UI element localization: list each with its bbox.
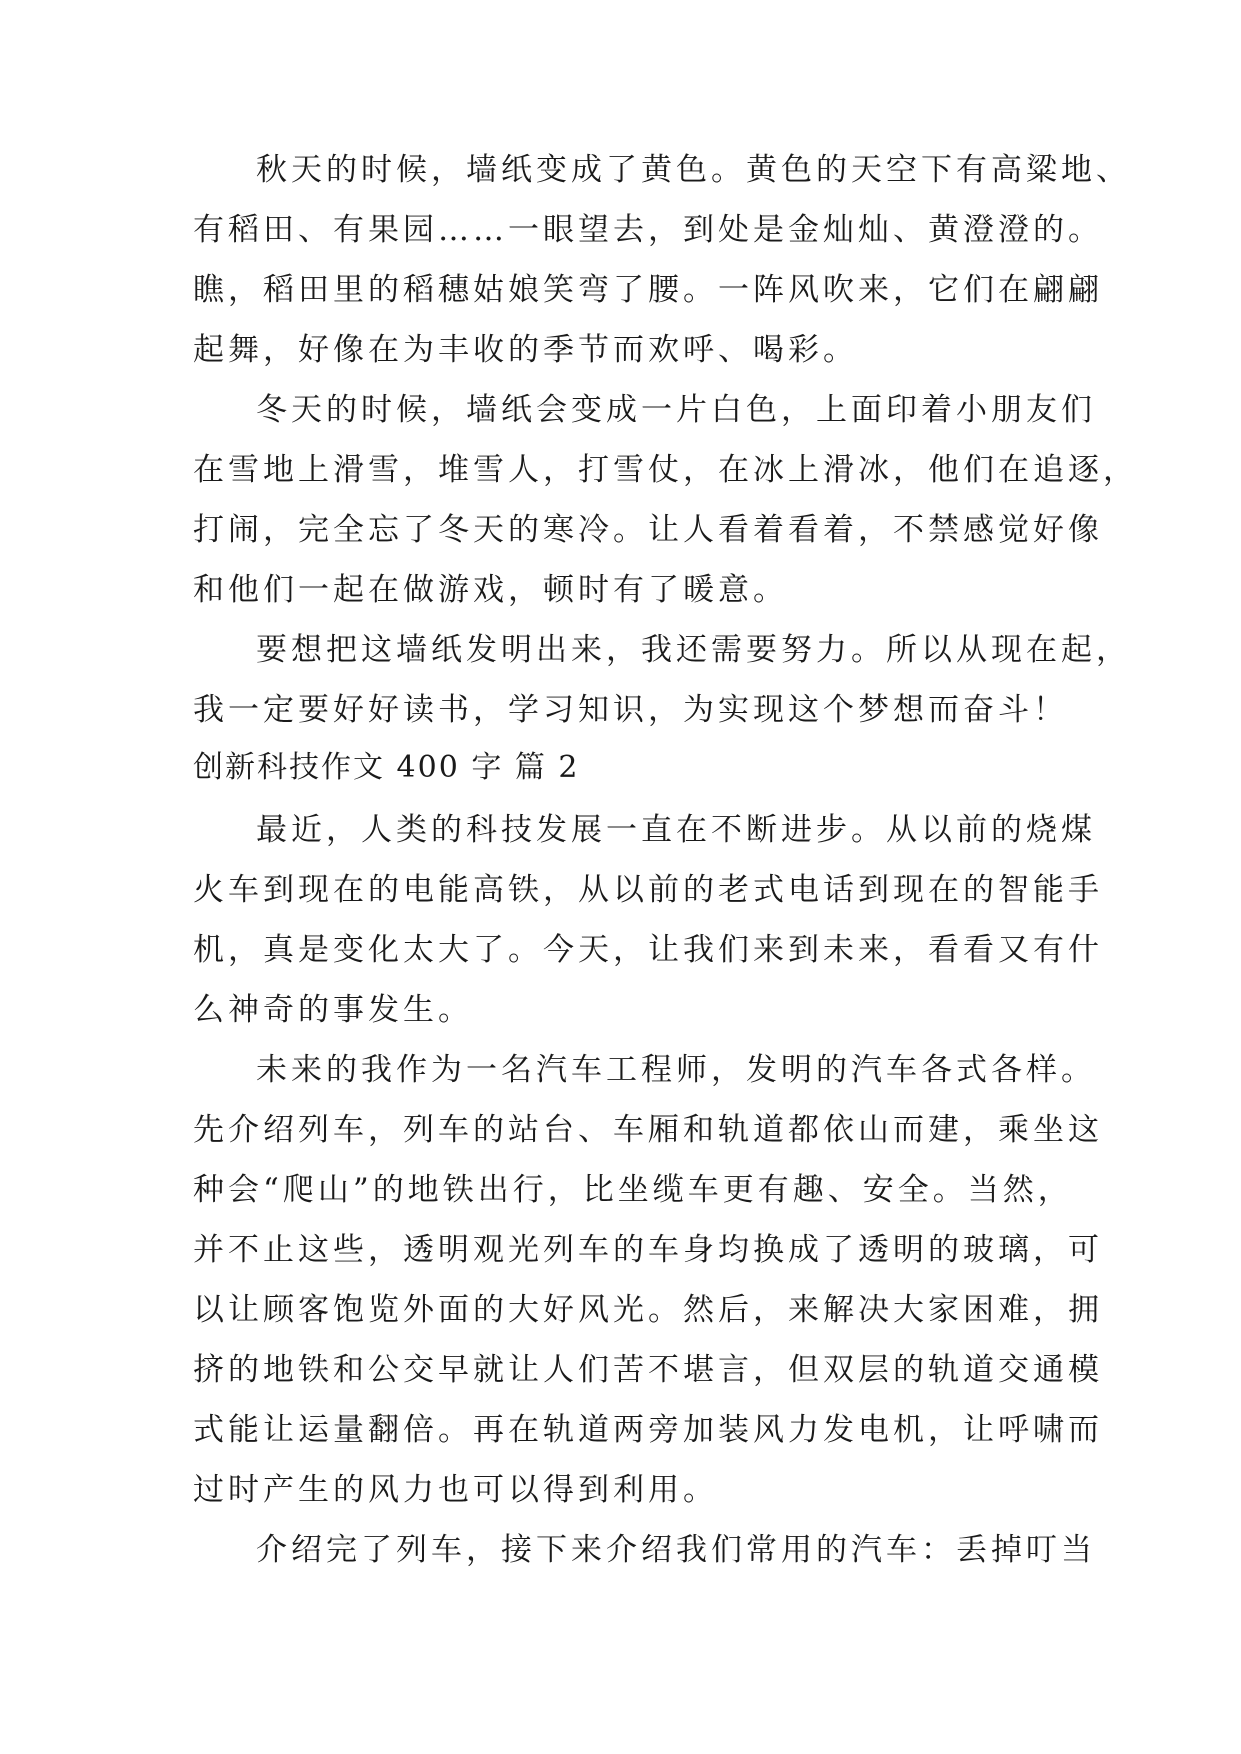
text-line: 有稻田、有果园……一眼望去，到处是金灿灿、黄澄澄的。 xyxy=(193,212,1103,248)
text-line: 秋天的时候，墙纸变成了黄色。黄色的天空下有高粱地、 xyxy=(256,152,1131,188)
text-line: 先介绍列车，列车的站台、车厢和轨道都依山而建，乘坐这 xyxy=(193,1112,1103,1148)
text-line: 起舞，好像在为丰收的季节而欢呼、喝彩。 xyxy=(193,332,858,368)
text-line: 么神奇的事发生。 xyxy=(193,992,473,1028)
text-line: 冬天的时候，墙纸会变成一片白色，上面印着小朋友们 xyxy=(256,392,1096,428)
text-line: 式能让运量翻倍。再在轨道两旁加装风力发电机，让呼啸而 xyxy=(193,1412,1103,1448)
text-line: 并不止这些，透明观光列车的车身均换成了透明的玻璃，可 xyxy=(193,1232,1103,1268)
text-line: 机，真是变化太大了。今天，让我们来到未来，看看又有什 xyxy=(193,932,1103,968)
text-line: 未来的我作为一名汽车工程师，发明的汽车各式各样。 xyxy=(256,1052,1096,1088)
text-line: 以让顾客饱览外面的大好风光。然后，来解决大家困难，拥 xyxy=(193,1292,1103,1328)
text-line: 要想把这墙纸发明出来，我还需要努力。所以从现在起， xyxy=(256,632,1131,668)
section-heading: 创新科技作文 400 字 篇 2 xyxy=(193,750,580,785)
text-line: 在雪地上滑雪，堆雪人，打雪仗，在冰上滑冰，他们在追逐， xyxy=(193,452,1138,488)
text-line: 过时产生的风力也可以得到利用。 xyxy=(193,1472,718,1508)
text-line: 最近，人类的科技发展一直在不断进步。从以前的烧煤 xyxy=(256,812,1096,848)
text-line: 和他们一起在做游戏，顿时有了暖意。 xyxy=(193,572,788,608)
text-line: 打闹，完全忘了冬天的寒冷。让人看着看着，不禁感觉好像 xyxy=(193,512,1103,548)
text-line: 火车到现在的电能高铁，从以前的老式电话到现在的智能手 xyxy=(193,872,1103,908)
text-line: 介绍完了列车，接下来介绍我们常用的汽车：丢掉叮当 xyxy=(256,1532,1096,1568)
text-line: 瞧，稻田里的稻穗姑娘笑弯了腰。一阵风吹来，它们在翩翩 xyxy=(193,272,1103,308)
text-line: 我一定要好好读书，学习知识，为实现这个梦想而奋斗！ xyxy=(193,692,1068,728)
text-line: 挤的地铁和公交早就让人们苦不堪言，但双层的轨道交通模 xyxy=(193,1352,1103,1388)
text-line: 种会“爬山”的地铁出行，比坐缆车更有趣、安全。当然， xyxy=(193,1172,1073,1208)
